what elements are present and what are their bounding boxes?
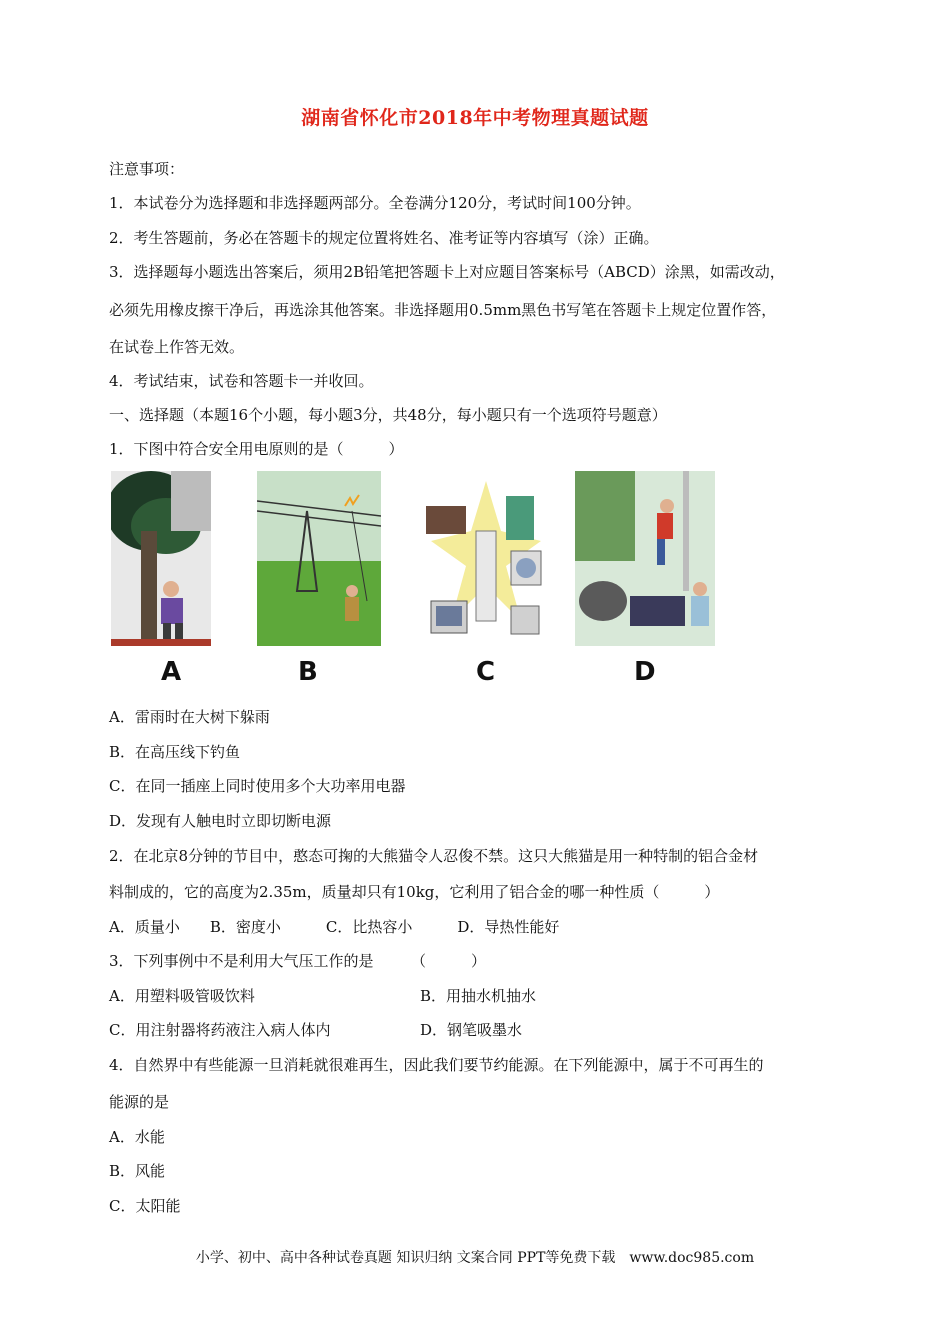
image-label-d: D [634, 657, 656, 687]
question-4-stem: 4．自然界中有些能源一旦消耗就很难再生，因此我们要节约能源。在下列能源中，属于不可再生的 [109, 1056, 764, 1074]
notice-heading: 注意事项： [109, 160, 185, 178]
page-footer: 小学、初中、高中各种试卷真题 知识归纳 文案合同 PPT等免费下载 www.doc985.com [195, 1250, 755, 1266]
question-2-stem: 2．在北京8分钟的节目中，憨态可掬的大熊猫令人忍俊不禁。这只大熊猫是用一种特制的铝合金材 [109, 847, 759, 865]
question-3-option-a: A．用塑料吸管吸饮料 [109, 987, 255, 1005]
question-1-option: B．在高压线下钓鱼 [109, 743, 241, 761]
section-heading: 一、选择题（本题16个小题，每小题3分，共48分，每小题只有一个选项符号题意） [109, 406, 667, 424]
question-3-option-c: C．用注射器将药液注入病人体内 [109, 1021, 331, 1039]
notice-item: 在试卷上作答无效。 [109, 338, 245, 356]
question-3-option-b: B．用抽水机抽水 [420, 987, 537, 1005]
question-1-option: C．在同一插座上同时使用多个大功率用电器 [109, 777, 406, 795]
notice-item: 1．本试卷分为选择题和非选择题两部分。全卷满分120分，考试时间100分钟。 [109, 194, 641, 212]
question-2-options: A．质量小 B．密度小 C．比热容小 D．导热性能好 [109, 918, 560, 936]
notice-item: 3．选择题每小题选出答案后，须用2B铅笔把答题卡上对应题目答案标号（ABCD）涂黑，如需改动， [109, 263, 785, 281]
image-label-c: C [476, 657, 496, 687]
illustration-b-powerline-image [257, 471, 381, 646]
illustration-d-rescue-image [575, 471, 715, 646]
question-2-stem: 料制成的，它的高度为2.35m，质量却只有10kg，它利用了铝合金的哪一种性质（ ） [109, 883, 720, 901]
question-3-option-d: D．钢笔吸墨水 [420, 1021, 523, 1039]
illustration-c-overloaded-socket-image [421, 471, 551, 646]
notice-item: 2．考生答题前，务必在答题卡的规定位置将姓名、准考证等内容填写（涂）正确。 [109, 229, 659, 247]
illustration-a-tree-image [111, 471, 211, 646]
question-1-stem: 1．下图中符合安全用电原则的是（ ） [109, 440, 404, 458]
question-4-option: B．风能 [109, 1162, 166, 1180]
image-label-b: B [298, 657, 318, 687]
image-label-a: A [161, 657, 182, 687]
notice-item: 必须先用橡皮擦干净后，再选涂其他答案。非选择题用0.5mm黑色书写笔在答题卡上规定位置作答， [109, 301, 777, 319]
question-3-stem: 3．下列事例中不是利用大气压工作的是 （ ） [109, 952, 487, 970]
notice-item: 4．考试结束，试卷和答题卡一并收回。 [109, 372, 374, 390]
question-1-option: D．发现有人触电时立即切断电源 [109, 812, 332, 830]
question-4-stem: 能源的是 [109, 1093, 170, 1111]
question-1-option: A．雷雨时在大树下躲雨 [109, 708, 270, 726]
question-4-option: C．太阳能 [109, 1197, 181, 1215]
question-4-option: A．水能 [109, 1128, 165, 1146]
page-title: 湖南省怀化市2018年中考物理真题试题 [301, 107, 649, 129]
